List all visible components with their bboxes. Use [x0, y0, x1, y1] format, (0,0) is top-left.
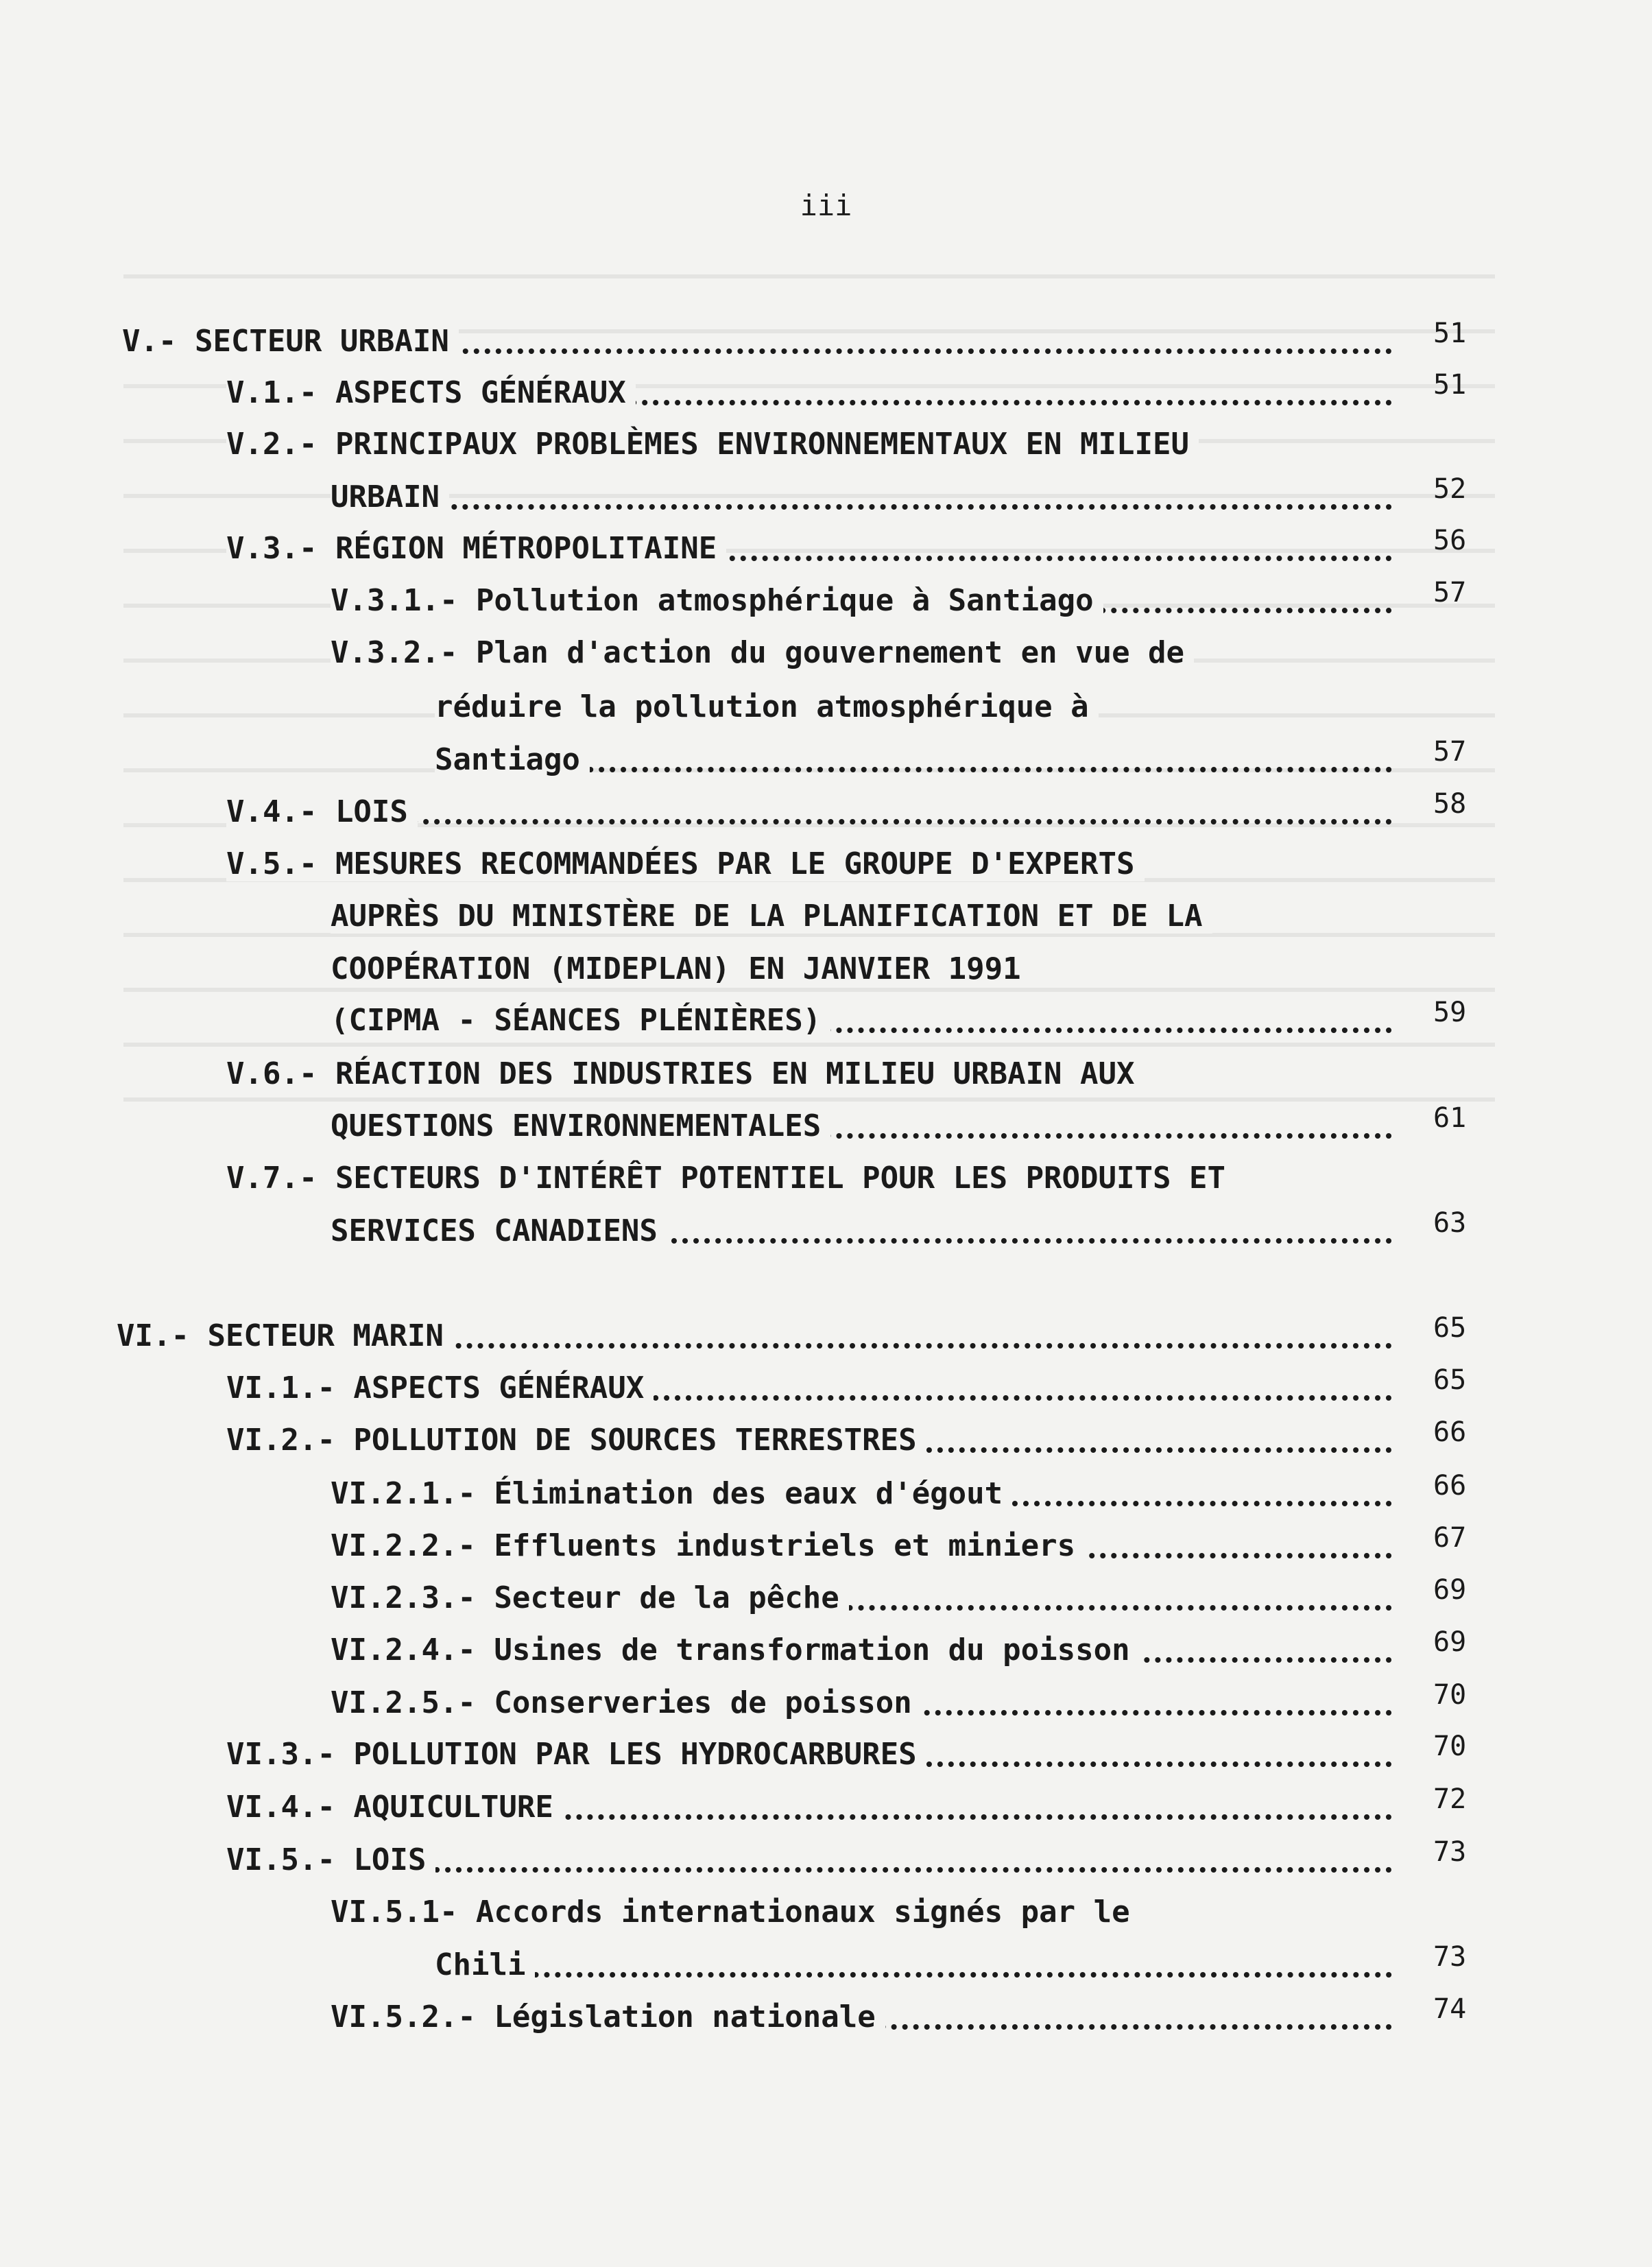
toc-entry-text [226, 1735, 1392, 1774]
toc-entry-label: COOPÉRATION (MIDEPLAN) EN JANVIER 1991 [331, 951, 1031, 986]
toc-entry-text [226, 1421, 1392, 1460]
toc-entry-label: VI.5.2.- Législation nationale [331, 1999, 885, 2034]
toc-page-number: 59 [1433, 997, 1467, 1028]
toc-entry-label: réduire la pollution atmosphérique à [435, 689, 1099, 724]
toc-entry-label: V.3.- RÉGION MÉTROPOLITAINE [226, 531, 726, 566]
toc-page-number: 72 [1433, 1783, 1467, 1815]
toc-entry-text [435, 1946, 1392, 1984]
toc-entry-text [331, 897, 1212, 936]
toc-entry-text [331, 1107, 1392, 1146]
page-number: iii [800, 189, 852, 222]
toc-entry-label: V.4.- LOIS [226, 794, 418, 829]
toc-entry-label: URBAIN [331, 479, 449, 514]
toc-entry-label: V.- SECTEUR URBAIN [122, 324, 459, 359]
toc-page-number: 74 [1433, 1993, 1467, 2025]
toc-entry-label: VI.2.- POLLUTION DE SOURCES TERRESTRES [226, 1423, 926, 1458]
toc-entry-label: V.5.- MESURES RECOMMANDÉES PAR LE GROUPE D'EXPERTS [226, 846, 1145, 881]
toc-page-number: 69 [1433, 1626, 1467, 1658]
toc-entry-label: Santiago [435, 742, 590, 777]
toc-entry-text [226, 1159, 1235, 1198]
dot-leader [331, 504, 1392, 510]
toc-page-number: 70 [1433, 1679, 1467, 1711]
toc-entry-label: VI.3.- POLLUTION PAR LES HYDROCARBURES [226, 1737, 926, 1772]
toc-page-number: 73 [1433, 1836, 1467, 1868]
toc-page-number: 61 [1433, 1102, 1467, 1134]
toc-entry-text [331, 582, 1392, 620]
toc-entry-label: V.1.- ASPECTS GÉNÉRAUX [226, 375, 636, 410]
toc-entry-text [226, 1369, 1392, 1408]
toc-entry-text [331, 1684, 1392, 1722]
toc-page-number: 65 [1433, 1312, 1467, 1344]
toc-page-number: 57 [1433, 736, 1467, 768]
toc-entry-text [331, 1893, 1140, 1932]
toc-entry-text [226, 530, 1392, 568]
toc-entry-text [226, 374, 1392, 412]
toc-entry-text [226, 793, 1392, 831]
toc-entry-text [331, 1001, 1392, 1040]
toc-entry-text [226, 1788, 1392, 1827]
toc-entry-label: VI.2.4.- Usines de transformation du poisson [331, 1633, 1140, 1667]
toc-entry-text [331, 478, 1392, 517]
toc-entry-text [435, 688, 1099, 726]
toc-page-number: 66 [1433, 1416, 1467, 1448]
toc-entry-label: V.3.2.- Plan d'action du gouvernement en vue de [331, 635, 1194, 670]
toc-entry-label: V.7.- SECTEURS D'INTÉRÊT POTENTIEL POUR LES PRODUITS ET [226, 1161, 1235, 1196]
toc-entry-label: Chili [435, 1947, 535, 1982]
toc-entry-label: VI.2.1.- Élimination des eaux d'égout [331, 1476, 1012, 1511]
toc-page-number: 56 [1433, 525, 1467, 556]
toc-entry-label: VI.2.2.- Effluents industriels et miniers [331, 1528, 1085, 1563]
toc-entry-text [226, 1055, 1145, 1093]
toc-page-number: 69 [1433, 1574, 1467, 1606]
toc-entry-text [435, 741, 1392, 779]
toc-entry-label: QUESTIONS ENVIRONNEMENTALES [331, 1108, 830, 1143]
toc-entry-label: (CIPMA - SÉANCES PLÉNIÈRES) [331, 1003, 830, 1038]
toc-entry-label: VI.4.- AQUICULTURE [226, 1790, 563, 1825]
toc-page-number: 52 [1433, 473, 1467, 505]
toc-entry-label: SERVICES CANADIENS [331, 1213, 667, 1248]
toc-page-number: 66 [1433, 1470, 1467, 1502]
toc-entry-label: VI.2.5.- Conserveries de poisson [331, 1685, 922, 1720]
toc-entry-label: V.6.- RÉACTION DES INDUSTRIES EN MILIEU URBAIN AUX [226, 1056, 1145, 1091]
toc-entry-label: V.3.1.- Pollution atmosphérique à Santiago [331, 583, 1103, 618]
toc-entry-text [122, 322, 1392, 361]
toc-entry-label: VI.5.- LOIS [226, 1842, 435, 1877]
toc-entry-text [331, 1631, 1392, 1670]
toc-entry-label: VI.5.1- Accords internationaux signés par le [331, 1895, 1140, 1930]
toc-page-number: 58 [1433, 788, 1467, 820]
toc-entry-text [226, 1841, 1392, 1879]
toc-entry-label: VI.- SECTEUR MARIN [117, 1318, 453, 1353]
toc-page-number: 63 [1433, 1207, 1467, 1239]
toc-page-number: 57 [1433, 577, 1467, 608]
toc-page-number: 51 [1433, 369, 1467, 401]
toc-page-number: 65 [1433, 1364, 1467, 1396]
toc-entry-text [226, 845, 1145, 883]
toc-page-number: 73 [1433, 1941, 1467, 1973]
toc-entry-text [117, 1317, 1392, 1355]
toc-entry-text [331, 1998, 1392, 2037]
toc-page-number: 70 [1433, 1731, 1467, 1762]
toc-entry-label: VI.2.3.- Secteur de la pêche [331, 1580, 849, 1615]
toc-entry-text [331, 1579, 1392, 1617]
toc-entry-label: VI.1.- ASPECTS GÉNÉRAUX [226, 1370, 654, 1405]
toc-entry-text [331, 1527, 1392, 1565]
dot-leader [435, 1972, 1392, 1978]
toc-entry-text [226, 425, 1199, 464]
toc-entry-text [331, 1212, 1392, 1250]
toc-entry-text [331, 1475, 1392, 1513]
toc-entry-text [331, 634, 1194, 672]
toc-page-number: 51 [1433, 318, 1467, 349]
toc-entry-label: AUPRÈS DU MINISTÈRE DE LA PLANIFICATION ET DE LA [331, 899, 1212, 934]
toc-entry-text [331, 950, 1031, 988]
toc-entry-label: V.2.- PRINCIPAUX PROBLÈMES ENVIRONNEMENTAUX EN MILIEU [226, 427, 1199, 462]
toc-page-number: 67 [1433, 1522, 1467, 1554]
